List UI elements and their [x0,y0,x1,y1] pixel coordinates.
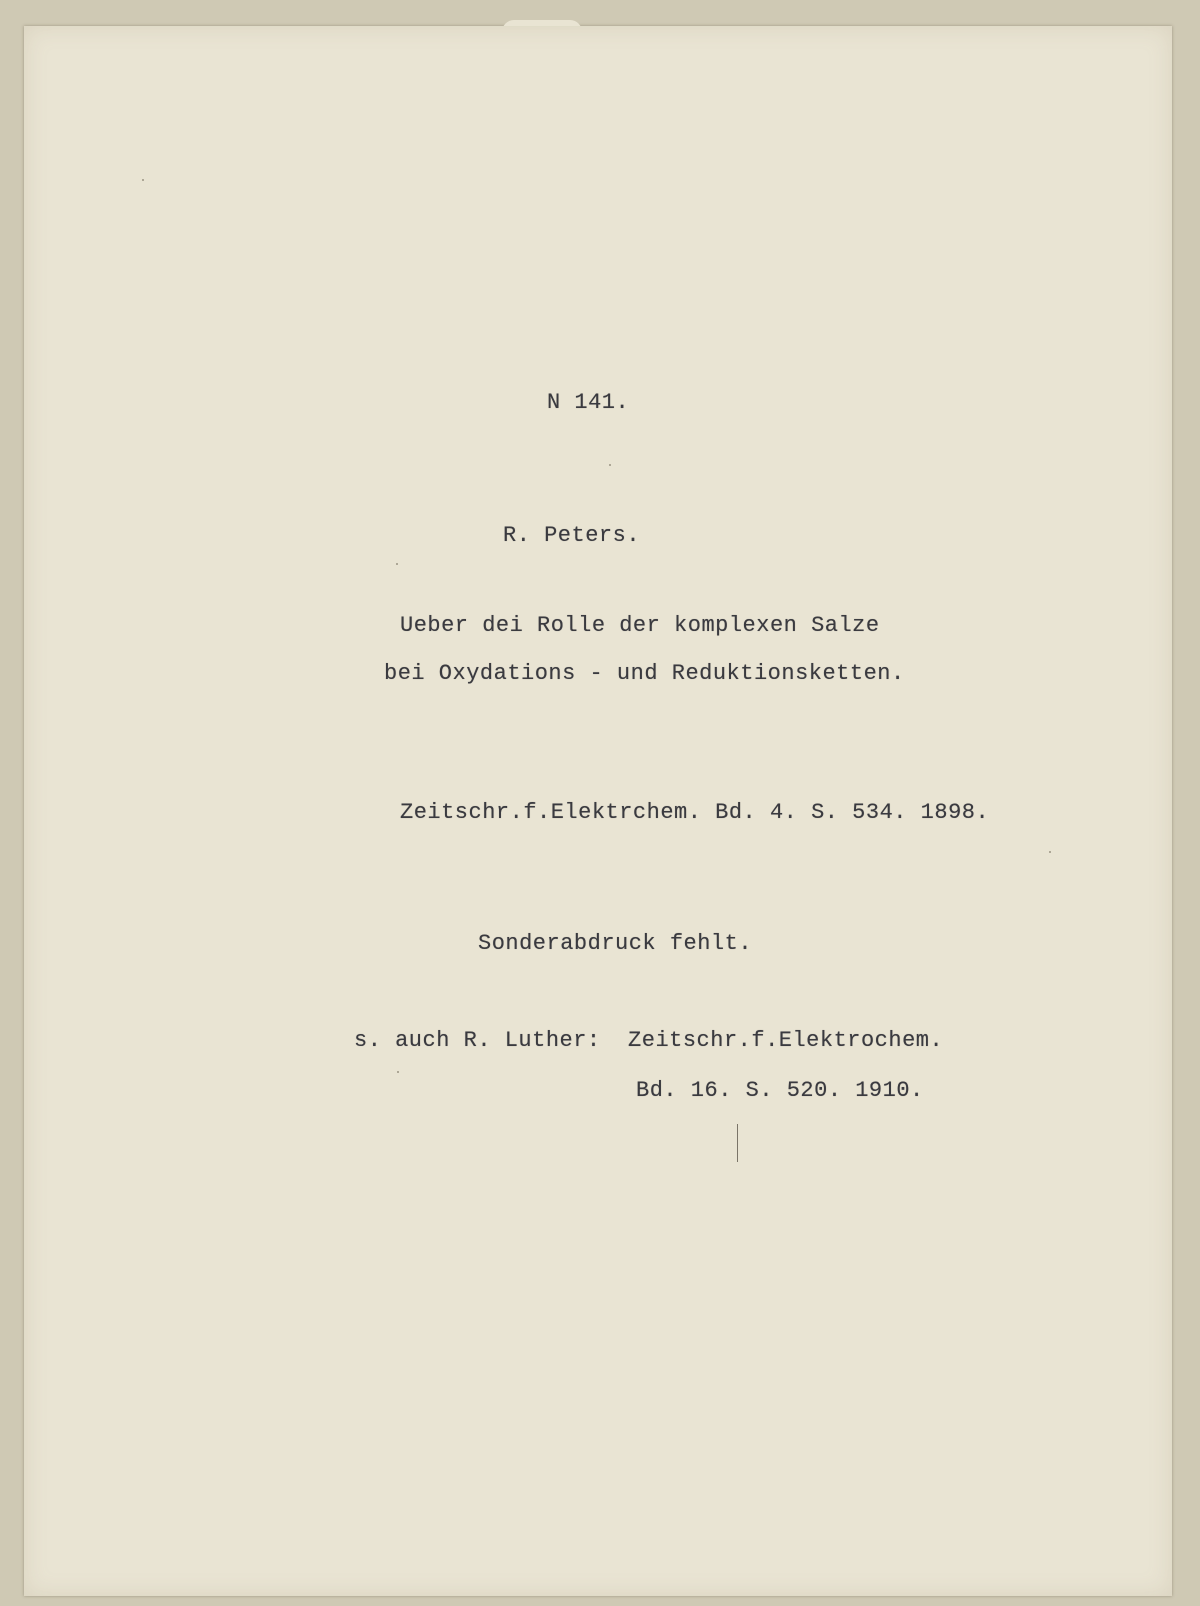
paper-speck [609,464,611,466]
author-name: R. Peters. [503,523,641,548]
reference-line-2: Bd. 16. S. 520. 1910. [636,1078,924,1103]
paper-speck [396,563,398,565]
paper-notch [502,20,582,32]
title-line-2: bei Oxydations - und Reduktionsketten. [384,661,905,686]
paper-speck [397,1071,399,1073]
reference-line-1: s. auch R. Luther: Zeitschr.f.Elektrochem. [354,1028,944,1053]
paper-sheet [24,26,1172,1596]
offprint-note: Sonderabdruck fehlt. [478,931,753,956]
document-number: N 141. [547,390,630,415]
paper-speck [1049,851,1051,853]
pencil-mark [737,1124,738,1162]
citation-line: Zeitschr.f.Elektrchem. Bd. 4. S. 534. 1898. [400,800,990,825]
paper-speck [142,179,144,181]
title-line-1: Ueber dei Rolle der komplexen Salze [400,613,880,638]
